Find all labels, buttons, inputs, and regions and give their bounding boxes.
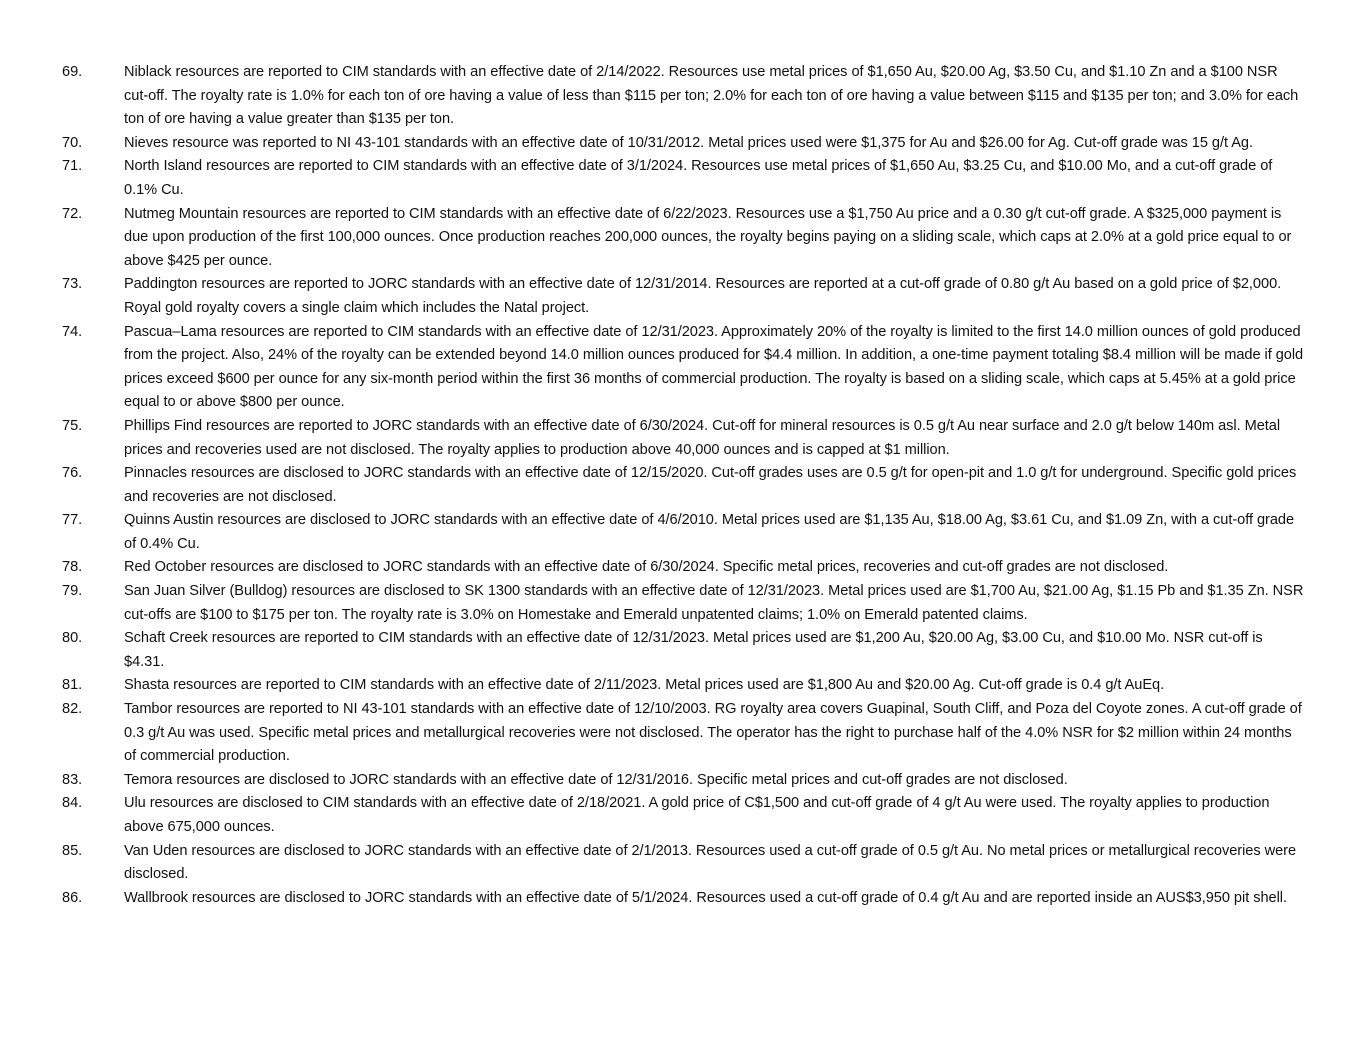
footnote-85	[62, 840, 1304, 887]
footnote-text: Red October resources are disclosed to JORC standards with an effective date of 6/30/2024. Specific metal prices, recoveries and cut-off grades are not disclosed.	[124, 559, 1169, 576]
footnote-text: Pinnacles resources are disclosed to JORC standards with an effective date of 12/15/2020. Cut-off grades uses are 0.5 g/t for open-pit and 1.0 g/t for underground. Specific gold prices and recoveries are not disclosed.	[124, 465, 1297, 505]
footnote-number: 82.	[62, 701, 83, 718]
footnote-75	[62, 415, 1304, 462]
footnote-text: Shasta resources are reported to CIM standards with an effective date of 2/11/2023. Metal prices used are $1,800 Au and $20.00 Ag. Cut-off grade is 0.4 g/t AuEq.	[124, 677, 1165, 694]
footnote-82	[62, 698, 1304, 769]
footnote-text: Phillips Find resources are reported to JORC standards with an effective date of 6/30/2024. Cut-off for mineral resources is 0.5 g/t Au near surface and 2.0 g/t below 140m asl. Metal prices and recoveries used are not disclosed. The royalty applies to production above 40,000 ounces and is capped at $1 million.	[124, 417, 1281, 458]
footnote-72	[62, 203, 1304, 274]
footnote-number: 76.	[62, 465, 83, 482]
footnote-text: Quinns Austin resources are disclosed to JORC standards with an effective date of 4/6/2010. Metal prices used are $1,135 Au, $18.00 Ag, $3.61 Cu, and $1.09 Zn, with a cut-off grade of 0.4% Cu.	[124, 512, 1295, 552]
footnote-number: 80.	[62, 630, 83, 647]
footnote-text: Wallbrook resources are disclosed to JORC standards with an effective date of 5/1/2024. Resources used a cut-off grade of 0.4 g/t Au and are reported inside an AUS$3,950 pit shell.	[124, 889, 1287, 906]
footnote-list	[62, 61, 1304, 910]
footnote-text: Ulu resources are disclosed to CIM standards with an effective date of 2/18/2021. A gold price of C$1,500 and cut-off grade of 4 g/t Au were used. The royalty applies to production above 675,000 ounces.	[124, 795, 1270, 835]
footnote-84	[62, 792, 1304, 839]
footnote-text: Temora resources are disclosed to JORC standards with an effective date of 12/31/2016. Specific metal prices and cut-off grades are not disclosed.	[124, 771, 1068, 788]
footnote-text: North Island resources are reported to CIM standards with an effective date of 3/1/2024. Resources use metal prices of $1,650 Au, $3.25 Cu, and $10.00 Mo, and a cut-off grade of 0.1% Cu.	[124, 158, 1273, 198]
footnote-text: Nutmeg Mountain resources are reported to CIM standards with an effective date of 6/22/2023. Resources use a $1,750 Au price and a 0.30 g/t cut-off grade. A $325,000 payment is due upon production of the first 100,000 ounces. Once production reaches 200,000 ounces, the royalty begins paying on a sliding scale, which caps at 2.0% at a gold price equal to or above $425 per ounce.	[124, 205, 1292, 269]
footnote-number: 73.	[62, 276, 83, 293]
footnote-81	[62, 674, 1304, 698]
footnote-text: Nieves resource was reported to NI 43-101 standards with an effective date of 10/31/2012. Metal prices used were $1,375 for Au and $26.00 for Ag. Cut-off grade was 15 g/t Ag.	[124, 134, 1253, 151]
footnote-text: Van Uden resources are disclosed to JORC standards with an effective date of 2/1/2013. Resources used a cut-off grade of 0.5 g/t Au. No metal prices or metallurgical recoveries were disclosed.	[124, 842, 1297, 883]
footnote-number: 70.	[62, 134, 83, 151]
footnote-text: Tambor resources are reported to NI 43-101 standards with an effective date of 12/10/2003. RG royalty area covers Guapinal, South Cliff, and Poza del Coyote zones. A cut-off grade of 0.3 g/t Au was used. Specific metal prices and metallurgical recoveries were not disclosed. The operator has the right to purchase half of the 4.0% NSR for $2 million within 24 months of commercial production.	[124, 701, 1302, 765]
footnote-number: 85.	[62, 842, 83, 859]
footnote-70	[62, 132, 1304, 156]
footnote-text: Niblack resources are reported to CIM standards with an effective date of 2/14/2022. Resources use metal prices of $1,650 Au, $20.00 Ag, $3.50 Cu, and $1.10 Zn and a $100 NSR cut-off. The royalty rate is 1.0% for each ton of ore having a value of less than $115 per ton; 2.0% for each ton of ore having a value between $115 and $135 per ton; and 3.0% for each ton of ore having a value greater than $135 per ton.	[124, 64, 1299, 128]
footnote-76	[62, 462, 1304, 509]
footnote-71	[62, 155, 1304, 202]
footnote-83	[62, 769, 1304, 793]
footnote-number: 75.	[62, 417, 83, 434]
footnote-number: 78.	[62, 559, 83, 576]
footnote-text: Schaft Creek resources are reported to CIM standards with an effective date of 12/31/2023. Metal prices used are $1,200 Au, $20.00 Ag, $3.00 Cu, and $10.00 Mo. NSR cut-off is $4.31.	[124, 630, 1263, 670]
footnote-text: San Juan Silver (Bulldog) resources are disclosed to SK 1300 standards with an effective date of 12/31/2023. Metal prices used are $1,700 Au, $21.00 Ag, $1.15 Pb and $1.35 Zn. NSR cut-offs are $100 to $175 per ton. The royalty rate is 3.0% on Homestake and Emerald unpatented claims; 1.0% on Emerald patented claims.	[124, 583, 1304, 623]
footnote-86	[62, 887, 1304, 911]
footnote-number: 72.	[62, 205, 83, 222]
footnote-number: 86.	[62, 889, 83, 906]
footnote-77	[62, 509, 1304, 556]
footnote-text: Pascua–Lama resources are reported to CIM standards with an effective date of 12/31/2023. Approximately 20% of the royalty is limited to the first 14.0 million ounces of gold produced from the project. Also, 24% of the royalty can be extended beyond 14.0 million ounces produced for $4.4 million. In addition, a one-time payment totaling $8.4 million will be made if gold prices exceed $600 per ounce for any six-month period within the first 36 months of commercial production. The royalty is based on a sliding scale, which caps at 5.45% at a gold price equal to or above $800 per ounce.	[124, 323, 1304, 411]
footnote-69	[62, 61, 1304, 132]
footnote-78	[62, 556, 1304, 580]
footnote-73	[62, 273, 1304, 320]
footnote-text: Paddington resources are reported to JORC standards with an effective date of 12/31/2014. Resources are reported at a cut-off grade of 0.80 g/t Au based on a gold price of $2,000. Royal gold royalty covers a single claim which includes the Natal project.	[124, 276, 1282, 316]
footnote-80	[62, 627, 1304, 674]
footnote-number: 71.	[62, 158, 83, 175]
footnote-74	[62, 321, 1304, 415]
footnote-number: 84.	[62, 795, 83, 812]
footnote-79	[62, 580, 1304, 627]
footnote-number: 79.	[62, 583, 83, 600]
footnote-number: 69.	[62, 64, 83, 80]
footnote-number: 74.	[62, 323, 83, 340]
footnote-number: 83.	[62, 771, 83, 788]
footnote-number: 77.	[62, 512, 83, 529]
footnote-number: 81.	[62, 677, 83, 694]
